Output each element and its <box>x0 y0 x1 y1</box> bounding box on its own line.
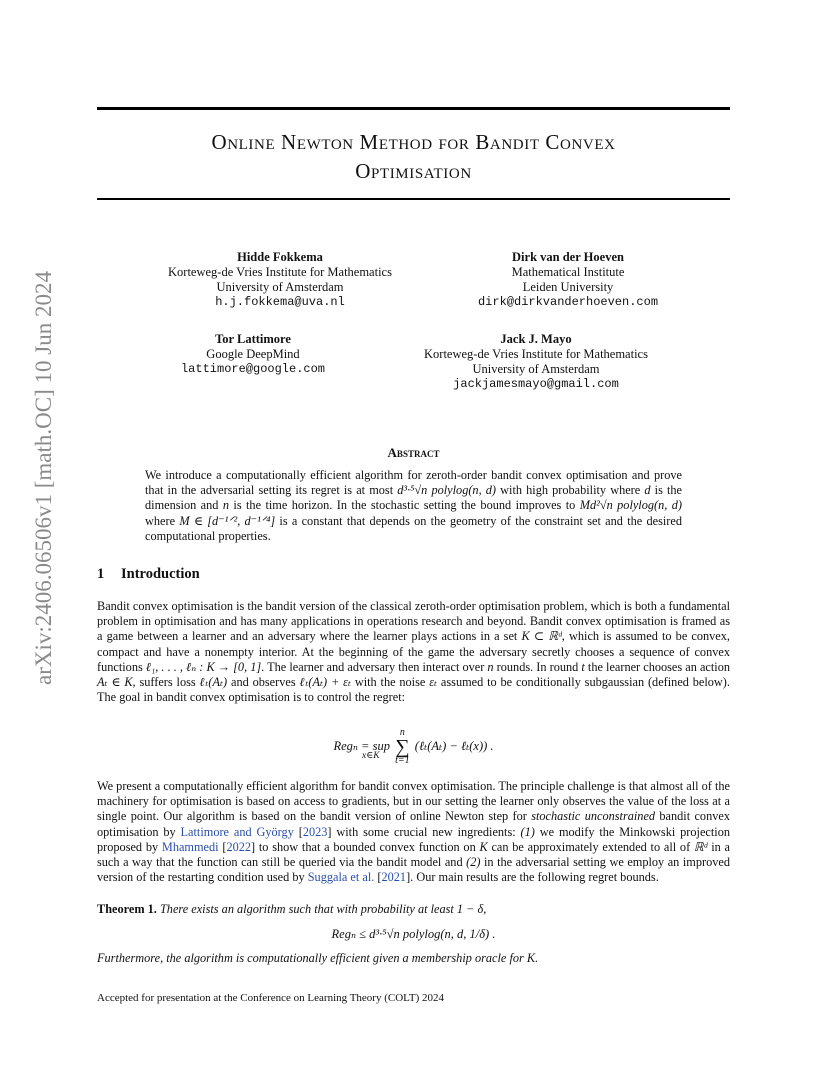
author-name: Tor Lattimore <box>215 332 291 346</box>
citation-year-link[interactable]: 2023 <box>302 824 328 839</box>
theorem-statement <box>97 902 730 917</box>
regret-equation <box>97 728 730 766</box>
paper-title <box>97 128 730 186</box>
theorem-continuation <box>97 951 730 966</box>
text-run: , suffers loss <box>132 675 200 690</box>
equation-body: (ℓₜ(Aₜ) − ℓₜ(x)) . <box>414 738 494 753</box>
author-email[interactable]: lattimore@google.com <box>180 362 326 376</box>
abstract-math: d³·⁵√n polylog(n, d) <box>397 483 497 498</box>
title-top-rule <box>97 107 730 110</box>
abstract-math: n <box>222 498 229 513</box>
text-run: , which is assumed to be convex, compact and have a nonempty interior. At the beginning of the game the adversary secretly chooses a sequence of convex functions <box>97 629 730 674</box>
inline-math: n <box>487 659 494 674</box>
text-run: [ <box>218 839 227 854</box>
theorem-equation: Regₙ ≤ d³·⁵√n polylog(n, d, 1/δ) . <box>331 927 496 941</box>
inline-math: K <box>526 951 536 965</box>
theorem-label: Theorem 1. <box>97 902 157 916</box>
text-run: and observes <box>227 675 300 690</box>
inline-math: t <box>581 659 585 674</box>
author-block <box>418 250 718 310</box>
text-run: ] with some crucial new ingredients: <box>327 824 521 839</box>
inline-math: ℓₜ(Aₜ) + εₜ <box>299 675 351 690</box>
arxiv-stamp: arXiv:2406.06506v1 [math.OC] 10 Jun 2024 <box>31 271 56 685</box>
text-run: can be approximately extended to all of <box>487 839 694 854</box>
theorem-text: Furthermore, the algorithm is computationally efficient given a membership oracle for <box>97 951 527 965</box>
text-run: ] to show that a bounded convex function on <box>251 839 480 854</box>
intro-paragraph-1 <box>97 599 730 705</box>
equation-lhs: Regₙ = sup <box>333 738 390 753</box>
inline-math: ℝᵈ <box>693 839 708 854</box>
author-block <box>103 332 403 377</box>
text-run: [ <box>374 870 382 885</box>
theorem-text: , <box>483 902 487 916</box>
section-number: 1 <box>97 566 105 582</box>
author-name: Dirk van der Hoeven <box>512 250 624 264</box>
author-affiliation: Leiden University <box>522 280 614 294</box>
author-email[interactable]: jackjamesmayo@gmail.com <box>453 377 619 391</box>
section-title: Introduction <box>121 566 200 582</box>
text-run: [ <box>293 824 303 839</box>
italic-text: (1) <box>520 824 535 839</box>
text-run: bandit convex optimisation by <box>97 809 730 839</box>
inline-math: K <box>479 839 488 854</box>
author-affiliation: University of Amsterdam <box>216 280 344 294</box>
sum-lower-limit: t=1 <box>395 755 410 766</box>
footer-note: Accepted for presentation at the Conference on Learning Theory (COLT) 2024 <box>97 992 444 1004</box>
title-line-1: Online Newton Method for Bandit Convex <box>211 130 616 154</box>
text-run: with the noise <box>350 675 430 690</box>
abstract-text-run: is the time horizon. In the stochastic setting the bound improves to <box>228 498 580 513</box>
sup-subscript: x∈K <box>362 751 380 761</box>
citation-link[interactable]: Mhammedi <box>161 839 219 854</box>
abstract-text-run: is the dimension and <box>145 483 682 513</box>
title-bottom-rule <box>97 198 730 200</box>
abstract-text-run: with high probability where <box>496 483 645 498</box>
abstract-text-run: We introduce a computationally efficient algorithm for zeroth-order bandit convex optimisation and prove that in the adversarial setting its regret is at most <box>145 468 682 498</box>
text-run: we modify the Minkowski projection proposed by <box>97 824 730 854</box>
inline-math: ℓₜ(Aₜ) <box>199 675 228 690</box>
abstract-heading: Abstract <box>387 445 440 460</box>
theorem-text: There exists an algorithm such that with probability at least <box>156 902 457 916</box>
author-email[interactable]: h.j.fokkema@uva.nl <box>215 295 345 309</box>
inline-math: ℓ₁, . . . , ℓₙ : K → [0, 1] <box>145 659 262 674</box>
inline-math: Aₜ ∈ K <box>97 675 133 690</box>
author-affiliation: Google DeepMind <box>206 347 300 361</box>
inline-math: 1 − δ <box>456 902 484 916</box>
citation-link[interactable]: Lattimore and György <box>180 824 294 839</box>
text-run: . The learner and adversary then interact over <box>261 659 488 674</box>
author-email[interactable]: dirk@dirkvanderhoeven.com <box>477 295 659 309</box>
text-run: rounds. In round <box>493 659 582 674</box>
abstract-math: Md²√n polylog(n, d) <box>579 498 683 513</box>
author-affiliation: Korteweg-de Vries Institute for Mathematics <box>168 265 392 279</box>
author-affiliation: University of Amsterdam <box>472 362 600 376</box>
sum-upper-limit: n <box>399 727 405 738</box>
abstract-math: M ∈ [d⁻¹ᐟ², d⁻¹ᐟ⁴] <box>179 513 276 528</box>
citation-year-link[interactable]: 2021 <box>381 870 407 885</box>
italic-text: stochastic unconstrained <box>531 809 656 824</box>
intro-paragraph-2 <box>97 779 730 885</box>
author-name: Hidde Fokkema <box>237 250 323 264</box>
text-run: in the adversarial setting we employ an improved version of the restarting condition used by <box>97 855 730 885</box>
author-block <box>386 332 686 392</box>
abstract-text-run: is a constant that depends on the geometry of the constraint set and the desired computational properties. <box>145 513 682 543</box>
theorem-text: . <box>535 951 539 965</box>
citation-year-link[interactable]: 2022 <box>226 839 252 854</box>
title-line-2: Optimisation <box>355 159 472 183</box>
author-block <box>130 250 430 310</box>
text-run: ]. Our main results are the following regret bounds. <box>406 870 659 885</box>
citation-link[interactable]: Suggala et al. <box>307 870 375 885</box>
sigma-symbol: ∑ <box>395 736 410 758</box>
inline-math: εₜ <box>429 675 438 690</box>
abstract-text-run: where <box>145 513 180 528</box>
abstract-math: d <box>644 483 651 498</box>
author-name: Jack J. Mayo <box>500 332 572 346</box>
italic-text: (2) <box>466 855 481 870</box>
author-affiliation: Korteweg-de Vries Institute for Mathematics <box>424 347 648 361</box>
abstract-text <box>145 468 682 544</box>
text-run: We present a computationally efficient algorithm for bandit convex optimisation. The principle challenge is that almost all of the machinery for optimisation is based on access to gradients, but in our setting the learner only observes the value of the loss at a single point. Our algorithm is based on the bandit version of online Newton step for <box>97 779 730 824</box>
sum-operator <box>395 728 410 766</box>
author-affiliation: Mathematical Institute <box>511 265 625 279</box>
inline-math: K ⊂ ℝᵈ <box>521 629 562 644</box>
text-run: the learner chooses an action <box>584 659 731 674</box>
text-run: assumed to be conditionally subgaussian (defined below). The goal in bandit convex optimisation is to control the regret: <box>97 675 730 705</box>
section-heading <box>97 566 200 583</box>
text-run: in a such a way that the function can still be queried via the bandit model and <box>97 839 731 870</box>
text-run: Bandit convex optimisation is the bandit version of the classical zeroth-order optimisation problem, which is both a fundamental problem in optimisation and has many applications in operations research and beyond. Bandit convex optimisation is framed as a game between a learner and an adversary where the learner plays actions in a set <box>97 599 730 644</box>
